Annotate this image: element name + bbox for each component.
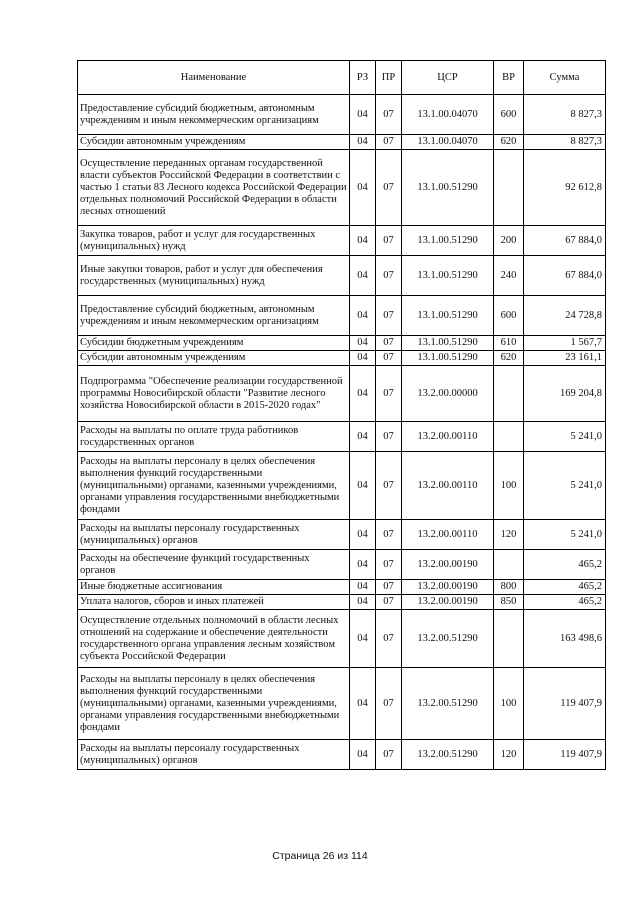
cell-sum: 92 612,8 [524, 150, 606, 226]
budget-table [77, 60, 606, 770]
cell-rz: 04 [350, 610, 376, 668]
cell-sum: 8 827,3 [524, 135, 606, 150]
header-rz: РЗ [350, 61, 376, 95]
cell-csr: 13.2.00.51290 [402, 740, 494, 770]
cell-name: Предоставление субсидий бюджетным, автономным учреждениям и иным некоммерческим организациям [78, 95, 350, 135]
cell-sum: 23 161,1 [524, 351, 606, 366]
cell-vr [494, 550, 524, 580]
cell-name: Предоставление субсидий бюджетным, автономным учреждениям и иным некоммерческим организациям [78, 296, 350, 336]
cell-csr: 13.2.00.51290 [402, 668, 494, 740]
cell-rz: 04 [350, 740, 376, 770]
cell-csr: 13.2.00.51290 [402, 610, 494, 668]
cell-csr: 13.1.00.51290 [402, 226, 494, 256]
page-number: Страница 26 из 114 [272, 850, 368, 862]
cell-pr: 07 [376, 595, 402, 610]
cell-name: Уплата налогов, сборов и иных платежей [78, 595, 350, 610]
cell-rz: 04 [350, 336, 376, 351]
cell-sum: 5 241,0 [524, 452, 606, 520]
cell-name: Расходы на выплаты персоналу государственных (муниципальных) органов [78, 740, 350, 770]
header-vr: ВР [494, 61, 524, 95]
cell-pr: 07 [376, 422, 402, 452]
cell-rz: 04 [350, 366, 376, 422]
cell-csr: 13.1.00.04070 [402, 95, 494, 135]
cell-pr: 07 [376, 452, 402, 520]
cell-csr: 13.2.00.00190 [402, 550, 494, 580]
table-row [78, 610, 606, 668]
cell-sum: 465,2 [524, 580, 606, 595]
table-row [78, 366, 606, 422]
cell-name: Закупка товаров, работ и услуг для государственных (муниципальных) нужд [78, 226, 350, 256]
cell-pr: 07 [376, 150, 402, 226]
cell-rz: 04 [350, 452, 376, 520]
cell-vr [494, 422, 524, 452]
cell-name: Подпрограмма "Обеспечение реализации государственной программы Новосибирской области "Развитие лесного хозяйства Новосибирской области в 2015-2020 годах" [78, 366, 350, 422]
cell-pr: 07 [376, 351, 402, 366]
cell-pr: 07 [376, 740, 402, 770]
cell-rz: 04 [350, 595, 376, 610]
cell-name: Субсидии автономным учреждениям [78, 351, 350, 366]
cell-sum: 465,2 [524, 595, 606, 610]
cell-csr: 13.2.00.00110 [402, 422, 494, 452]
cell-name: Субсидии автономным учреждениям [78, 135, 350, 150]
table-row [78, 256, 606, 296]
cell-sum: 163 498,6 [524, 610, 606, 668]
cell-rz: 04 [350, 296, 376, 336]
cell-pr: 07 [376, 256, 402, 296]
cell-name: Расходы на выплаты персоналу в целях обеспечения выполнения функций государственными (муниципальными) органами, казенными учреждениями, органами управления государственными внебюджетными фондами [78, 668, 350, 740]
cell-vr [494, 610, 524, 668]
cell-csr: 13.1.00.51290 [402, 256, 494, 296]
table-row [78, 150, 606, 226]
cell-csr: 13.2.00.00190 [402, 595, 494, 610]
cell-pr: 07 [376, 668, 402, 740]
table-header-row [78, 61, 606, 95]
cell-rz: 04 [350, 668, 376, 740]
cell-pr: 07 [376, 520, 402, 550]
cell-pr: 07 [376, 580, 402, 595]
cell-sum: 67 884,0 [524, 226, 606, 256]
table-row [78, 351, 606, 366]
header-sum: Сумма [524, 61, 606, 95]
cell-name: Осуществление отдельных полномочий в области лесных отношений на содержание и обеспечение деятельности государственного органа управления лесным хозяйством субъекта Российской Федерации [78, 610, 350, 668]
cell-name: Иные бюджетные ассигнования [78, 580, 350, 595]
cell-pr: 07 [376, 226, 402, 256]
header-name: Наименование [78, 61, 350, 95]
cell-rz: 04 [350, 422, 376, 452]
cell-vr: 120 [494, 520, 524, 550]
cell-vr: 240 [494, 256, 524, 296]
table-row [78, 296, 606, 336]
cell-rz: 04 [350, 150, 376, 226]
cell-sum: 24 728,8 [524, 296, 606, 336]
cell-name: Расходы на обеспечение функций государственных органов [78, 550, 350, 580]
cell-vr: 100 [494, 452, 524, 520]
cell-name: Иные закупки товаров, работ и услуг для обеспечения государственных (муниципальных) нужд [78, 256, 350, 296]
cell-pr: 07 [376, 296, 402, 336]
cell-name: Расходы на выплаты персоналу государственных (муниципальных) органов [78, 520, 350, 550]
cell-vr: 610 [494, 336, 524, 351]
table-row [78, 226, 606, 256]
cell-rz: 04 [350, 226, 376, 256]
cell-sum: 119 407,9 [524, 668, 606, 740]
cell-vr: 600 [494, 296, 524, 336]
table-row [78, 95, 606, 135]
cell-pr: 07 [376, 610, 402, 668]
cell-sum: 169 204,8 [524, 366, 606, 422]
cell-csr: 13.2.00.00190 [402, 580, 494, 595]
cell-rz: 04 [350, 580, 376, 595]
cell-vr: 120 [494, 740, 524, 770]
cell-pr: 07 [376, 336, 402, 351]
cell-pr: 07 [376, 95, 402, 135]
cell-vr: 100 [494, 668, 524, 740]
document-page [77, 60, 605, 770]
cell-rz: 04 [350, 351, 376, 366]
cell-vr: 600 [494, 95, 524, 135]
table-row [78, 336, 606, 351]
table-row [78, 550, 606, 580]
cell-csr: 13.2.00.00110 [402, 520, 494, 550]
cell-vr: 620 [494, 351, 524, 366]
cell-vr [494, 366, 524, 422]
table-row [78, 452, 606, 520]
cell-sum: 1 567,7 [524, 336, 606, 351]
header-pr: ПР [376, 61, 402, 95]
cell-csr: 13.1.00.51290 [402, 150, 494, 226]
cell-pr: 07 [376, 135, 402, 150]
cell-name: Субсидии бюджетным учреждениям [78, 336, 350, 351]
table-row [78, 520, 606, 550]
cell-csr: 13.1.00.51290 [402, 351, 494, 366]
cell-name: Расходы на выплаты по оплате труда работников государственных органов [78, 422, 350, 452]
cell-sum: 8 827,3 [524, 95, 606, 135]
cell-csr: 13.1.00.51290 [402, 296, 494, 336]
cell-pr: 07 [376, 366, 402, 422]
cell-csr: 13.2.00.00000 [402, 366, 494, 422]
cell-vr: 620 [494, 135, 524, 150]
cell-rz: 04 [350, 95, 376, 135]
table-row [78, 740, 606, 770]
cell-name: Осуществление переданных органам государственной власти субъектов Российской Федерации в соответствии с частью 1 статьи 83 Лесного кодекса Российской Федерации отдельных полномочий Российской Федерации в области лесных отношений [78, 150, 350, 226]
cell-sum: 5 241,0 [524, 520, 606, 550]
cell-rz: 04 [350, 520, 376, 550]
table-row [78, 668, 606, 740]
cell-vr: 200 [494, 226, 524, 256]
cell-rz: 04 [350, 135, 376, 150]
cell-sum: 465,2 [524, 550, 606, 580]
table-row [78, 135, 606, 150]
cell-rz: 04 [350, 550, 376, 580]
cell-rz: 04 [350, 256, 376, 296]
cell-sum: 5 241,0 [524, 422, 606, 452]
cell-csr: 13.1.00.04070 [402, 135, 494, 150]
table-row [78, 580, 606, 595]
cell-sum: 119 407,9 [524, 740, 606, 770]
cell-pr: 07 [376, 550, 402, 580]
table-row [78, 422, 606, 452]
cell-csr: 13.1.00.51290 [402, 336, 494, 351]
header-csr: ЦСР [402, 61, 494, 95]
cell-vr: 850 [494, 595, 524, 610]
cell-csr: 13.2.00.00110 [402, 452, 494, 520]
cell-sum: 67 884,0 [524, 256, 606, 296]
cell-vr: 800 [494, 580, 524, 595]
cell-name: Расходы на выплаты персоналу в целях обеспечения выполнения функций государственными (муниципальными) органами, казенными учреждениями, органами управления государственными внебюджетными фондами [78, 452, 350, 520]
cell-vr [494, 150, 524, 226]
table-row [78, 595, 606, 610]
